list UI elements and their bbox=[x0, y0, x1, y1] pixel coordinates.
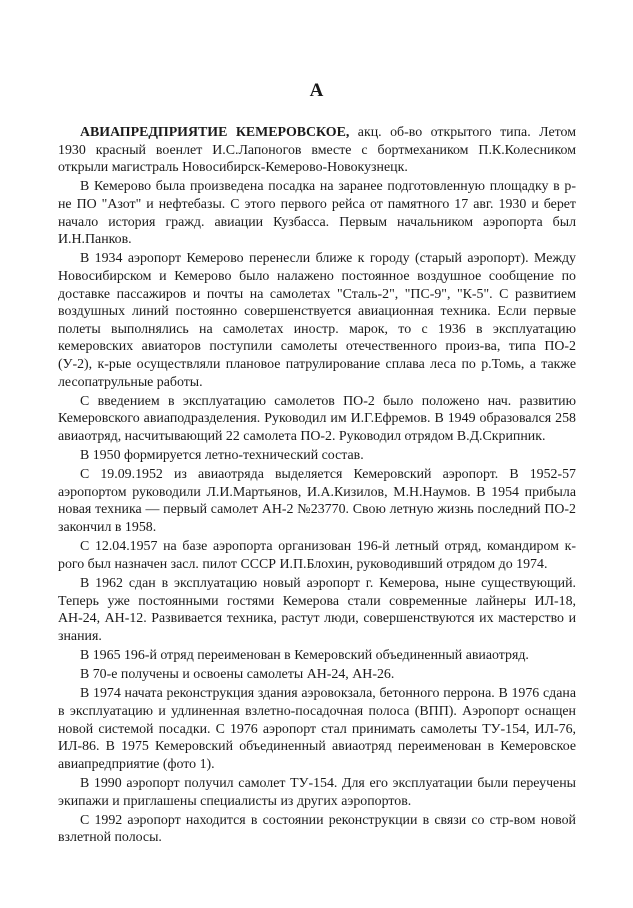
paragraph-7: В 1962 сдан в эксплуатацию новый аэропорт г. Кемерова, ныне существующий. Теперь уже постоянными гостями Кемерова стали современные лайнеры ИЛ-18, АН-24, АН-12. Развивается техника, растут люди, совершенствуются их мастерство и знания. bbox=[58, 576, 576, 644]
paragraph-2: В 1934 аэропорт Кемерово перенесли ближе к городу (старый аэропорт). Между Новосибирском и Кемерово было налажено постоянное воздушное сообщение по доставке пассажиров и почты на самолетах "Сталь-2", "ПС-9", "К-5". С развитием воздушных линий постоянно совершенствуется авиационная техника. Если первые полеты выполнялись на самолетах иностр. марок, то с 1936 в эксплуатацию кемеровских авиаторов поступили самолеты отечественного произ-ва, типа ПО-2 (У-2), к-рые осуществляли плановое патрулирование сплава леса по р.Томь, а также лесопатрульные работы. bbox=[58, 251, 576, 390]
paragraph-6: С 12.04.1957 на базе аэропорта организован 196-й летный отряд, командиром к-рого был назначен засл. пилот СССР И.П.Блохин, руководивший отрядом до 1974. bbox=[58, 539, 576, 572]
section-letter-heading: А bbox=[309, 80, 324, 101]
entry-first-paragraph bbox=[58, 124, 576, 177]
paragraph-12: С 1992 аэропорт находится в состоянии реконструкции в связи со стр-вом новой взлетной полосы. bbox=[58, 812, 576, 846]
paragraph-9: В 70-е получены и освоены самолеты АН-24, АН-26. bbox=[80, 667, 395, 683]
paragraph-11: В 1990 аэропорт получил самолет ТУ-154. Для его эксплуатации были переучены экипажи и приглашены специалисты из других аэропортов. bbox=[58, 775, 576, 809]
article-body bbox=[58, 124, 576, 848]
paragraph-1: В Кемерово была произведена посадка на заранее подготовленную площадку в р-не ПО "Азот" и нефтебазы. С этого первого рейса от памятного 17 авг. 1930 и берет начало история гражд. авиации Кузбасса. Первым начальником аэропорта был И.Н.Панков. bbox=[58, 179, 576, 248]
paragraph-8: В 1965 196-й отряд переименован в Кемеровский объединенный авиаотряд. bbox=[80, 647, 529, 663]
entry-title: АВИАПРЕДПРИЯТИЕ КЕМЕРОВСКОЕ, bbox=[80, 125, 350, 140]
paragraph-10: В 1974 начата реконструкция здания аэровокзала, бетонного перрона. В 1976 сдана в эксплуатацию и удлиненная взлетно-посадочная полоса (ВПП). Аэропорт оснащен новой системой посадки. С 1976 аэропорт стал принимать самолеты ТУ-154, ИЛ-76, ИЛ-86. В 1975 Кемеровский объединенный авиаотряд переименован в Кемеровское авиапредприятие (фото 1). bbox=[58, 686, 576, 772]
paragraph-5: С 19.09.1952 из авиаотряда выделяется Кемеровский аэропорт. В 1952-57 аэропортом руководили Л.И.Мартьянов, И.А.Кизилов, М.Н.Наумов. В 1954 прибыла новая техника — первый самолет АН-2 №23770. Свою летную жизнь последний ПО-2 закончил в 1958. bbox=[58, 467, 576, 536]
paragraph-4: В 1950 формируется летно-технический состав. bbox=[80, 448, 364, 464]
entry-intro: акц. об-во открытого типа. Летом 1930 красный военлет И.С.Лапоногов вместе с бортмехаником П.К.Колесником открыли магистраль Новосибирск-Кемерово-Новокузнецк. bbox=[58, 125, 576, 176]
paragraph-3: С введением в эксплуатацию самолетов ПО-2 было положено нач. развитию Кемеровского авиаподразделения. Руководил им И.Г.Ефремов. В 1949 образовался 258 авиаотряд, насчитывающий 22 самолета ПО-2. Руководил отрядом В.Д.Скрипник. bbox=[58, 393, 576, 444]
